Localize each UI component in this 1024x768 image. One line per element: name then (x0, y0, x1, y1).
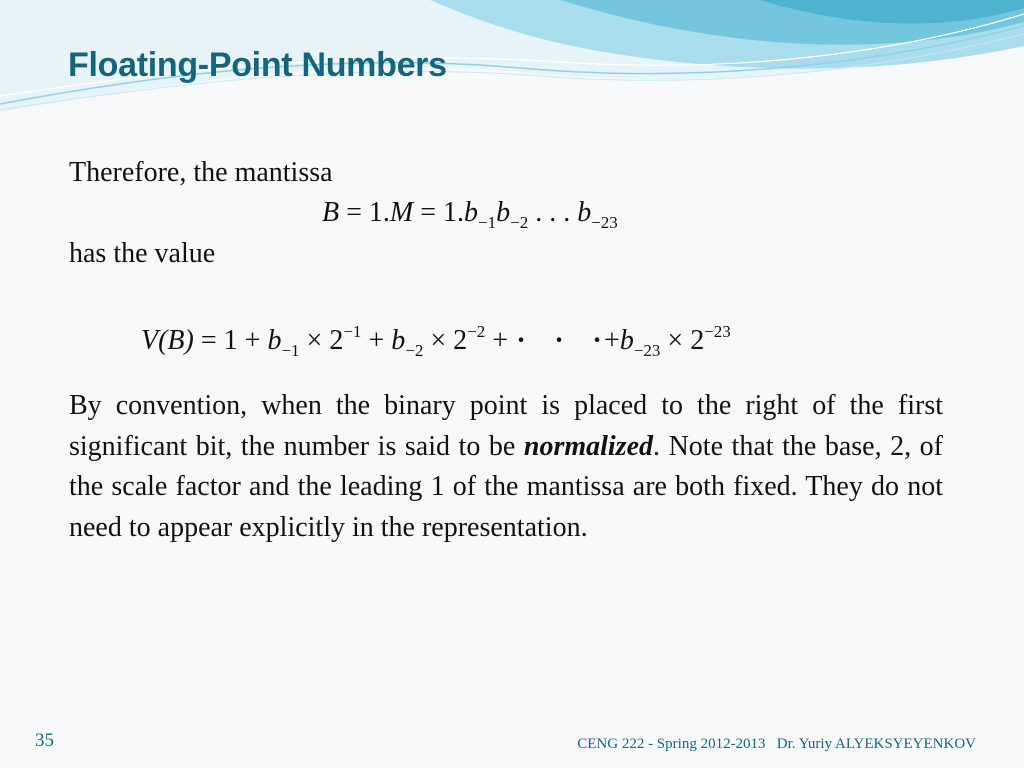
eq2-bit: b (619, 325, 634, 356)
eq2-text: × 2 (660, 325, 705, 356)
eq2-dot: · (554, 325, 564, 356)
eq1-symbol-b: B (322, 197, 340, 228)
eq1-bit: b (577, 197, 592, 228)
eq2-function: V(B) (141, 325, 194, 356)
slide-title: Floating-Point Numbers (68, 46, 447, 84)
eq1-subscript: −23 (591, 213, 618, 232)
eq2-bit: b (267, 325, 282, 356)
eq1-subscript: −2 (510, 213, 529, 232)
intro-text: Therefore, the mantissa (69, 157, 333, 188)
eq2-text: × 2 (299, 325, 344, 356)
eq2-subscript: −2 (405, 341, 424, 360)
eq1-subscript: −1 (478, 213, 497, 232)
eq2-text: + (604, 325, 620, 356)
eq1-symbol-m: M (389, 197, 414, 228)
eq2-subscript: −1 (281, 341, 300, 360)
eq2-text: = 1 + (193, 325, 268, 356)
eq2-exponent: −23 (704, 322, 731, 341)
eq2-exponent: −2 (467, 322, 486, 341)
slide-number: 35 (35, 730, 54, 751)
mantissa-equation (322, 197, 618, 233)
eq2-exponent: −1 (343, 322, 362, 341)
eq2-bit: b (391, 325, 406, 356)
eq2-dot: · (516, 325, 526, 356)
eq2-text: + (361, 325, 392, 356)
eq1-text: = 1. (339, 197, 390, 228)
eq1-bit: b (464, 197, 479, 228)
eq1-bit: b (496, 197, 511, 228)
eq2-dot: · (592, 325, 602, 356)
footer-course-info: CENG 222 - Spring 2012-2013 Dr. Yuriy ALYEKSYEYENKOV (577, 736, 976, 752)
eq2-text: × 2 (423, 325, 468, 356)
eq2-subscript: −23 (633, 341, 661, 360)
eq1-ellipsis: . . . (528, 197, 578, 228)
paragraph-text: By convention, when the binary point is placed to the right of the first significant bit, the number is said to be (69, 390, 943, 462)
eq1-text: = 1. (413, 197, 465, 228)
paragraph-text: . Note that the base, 2, of the scale factor and the leading 1 of the mantissa are both fixed. They do not need to appear explicitly in the representation. (69, 430, 944, 543)
value-equation (141, 322, 731, 361)
normalization-paragraph (69, 386, 943, 548)
eq2-text: + (485, 325, 509, 356)
value-text: has the value (69, 238, 216, 269)
normalized-term: normalized (523, 430, 654, 462)
